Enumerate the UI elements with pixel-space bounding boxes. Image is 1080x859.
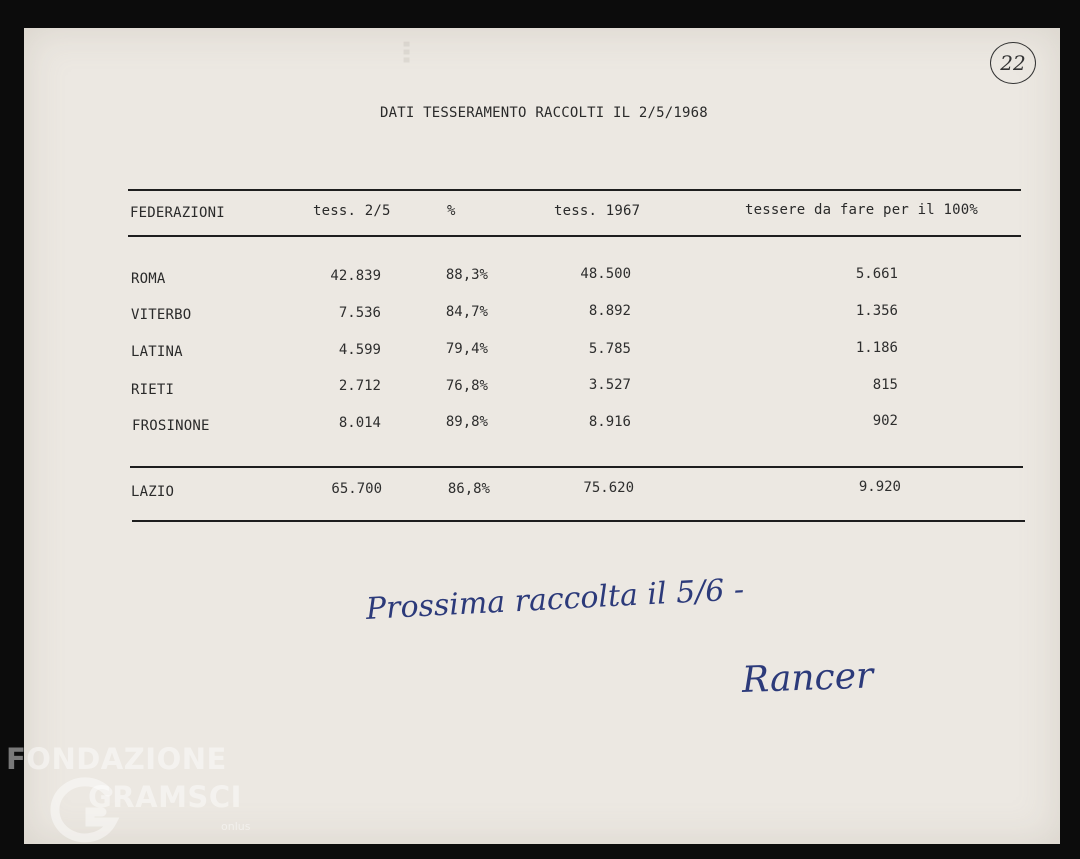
watermark-line1: FONDAZIONE <box>6 742 227 776</box>
table-row-da-fare: 1.186 <box>855 340 898 356</box>
total-top-rule <box>130 466 1023 468</box>
table-row-tess-1967: 48.500 <box>580 266 631 282</box>
header-percent: % <box>447 203 456 219</box>
table-row-federazione: VITERBO <box>131 307 192 323</box>
table-row-federazione: ROMA <box>131 271 166 287</box>
table-header-rule <box>128 235 1021 237</box>
table-row-percent: 88,3% <box>445 267 488 283</box>
handwritten-signature: Rancer <box>741 655 874 701</box>
total-tess-1967: 75.620 <box>583 480 634 496</box>
bleed-through-text: ⋯ <box>384 40 430 65</box>
table-row-tess-2-5: 2.712 <box>338 378 381 394</box>
page-number: 22 <box>1000 51 1026 75</box>
table-row-percent: 84,7% <box>445 304 488 320</box>
table-row-tess-2-5: 7.536 <box>338 305 381 321</box>
table-row-federazione: RIETI <box>131 382 175 398</box>
header-tess-2-5: tess. 2/5 <box>313 203 391 219</box>
table-row-federazione: LATINA <box>131 344 183 360</box>
table-row-tess-2-5: 42.839 <box>330 268 381 284</box>
watermark-line3: onlus <box>221 820 251 833</box>
table-row-tess-2-5: 8.014 <box>338 415 381 431</box>
table-row-percent: 89,8% <box>445 414 488 430</box>
header-federazioni: FEDERAZIONI <box>130 205 225 221</box>
header-tess-1967: tess. 1967 <box>554 203 641 219</box>
table-row-da-fare: 815 <box>872 377 898 393</box>
table-row-da-fare: 1.356 <box>855 303 898 319</box>
table-row-tess-1967: 8.892 <box>588 303 631 319</box>
table-row-federazione: FROSINONE <box>132 418 210 434</box>
handwritten-note: Prossima raccolta il 5/6 - <box>365 572 745 627</box>
table-top-rule <box>128 189 1021 191</box>
total-percent: 86,8% <box>447 481 490 497</box>
table-row-tess-2-5: 4.599 <box>338 342 381 358</box>
header-da-fare: tessere da fare per il 100% <box>745 202 978 218</box>
table-row-da-fare: 5.661 <box>855 266 898 282</box>
table-row-da-fare: 902 <box>872 413 898 429</box>
table-row-tess-1967: 8.916 <box>588 414 631 430</box>
table-row-tess-1967: 3.527 <box>588 377 631 393</box>
total-bottom-rule <box>132 520 1025 522</box>
total-tess-2-5: 65.700 <box>331 481 382 497</box>
table-row-percent: 76,8% <box>445 378 488 394</box>
fondazione-gramsci-watermark <box>6 742 276 842</box>
total-da-fare: 9.920 <box>858 479 901 495</box>
table-row-percent: 79,4% <box>445 341 488 357</box>
document-title: DATI TESSERAMENTO RACCOLTI IL 2/5/1968 <box>380 105 708 121</box>
page-number-circle <box>990 42 1036 84</box>
table-row-tess-1967: 5.785 <box>588 341 631 357</box>
total-federazione: LAZIO <box>131 484 175 500</box>
watermark-line2: GRAMSCI <box>88 780 242 814</box>
paper-sheet <box>24 28 1060 844</box>
